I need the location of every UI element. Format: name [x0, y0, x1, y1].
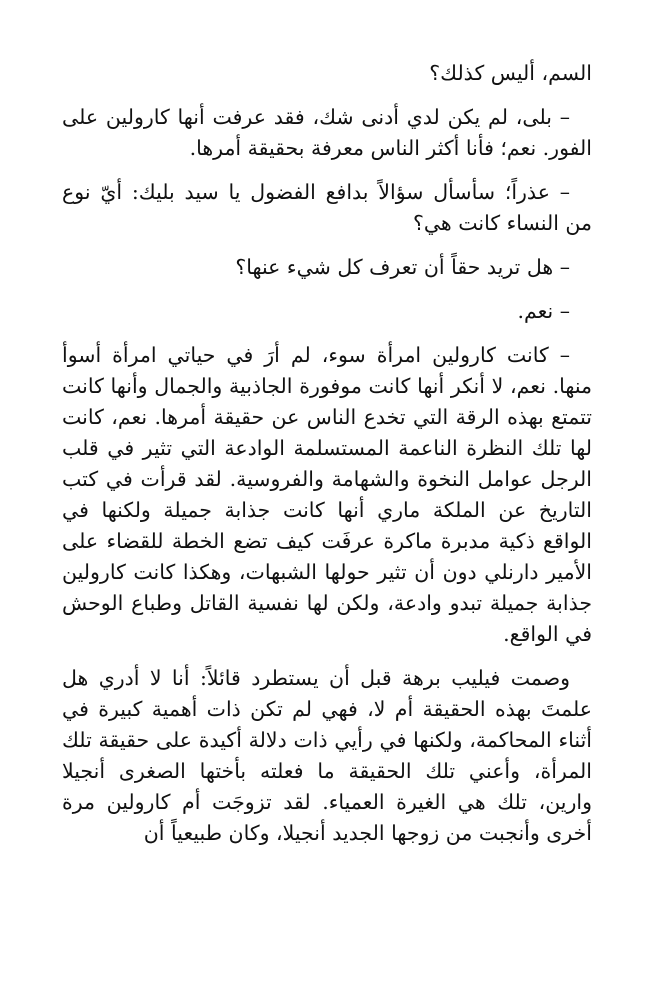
paragraph-7: وصمت فيليب برهة قبل أن يستطرد قائلاً: أنا لا أدري هل علمتَ بهذه الحقيقة أم لا، فهي لم تكن ذات أهمية كبيرة في أثناء المحاكمة، ولكنها في رأيي ذات دلالة أكيدة على حقيقة تلك المرأة، وأعني تلك الحقيقة ما فعلته بأختها الصغرى أنجيلا وارين، تلك هي الغيرة العمياء. لقد تزوجَت أم كارولين مرة أخرى وأنجبت من زوجها الجديد أنجيلا، وكان طبيعياً أن	[62, 666, 592, 845]
book-page	[62, 58, 592, 998]
paragraph-1: السم، أليس كذلك؟	[429, 61, 592, 85]
paragraph-2: – بلى، لم يكن لدي أدنى شك، فقد عرفت أنها كارولين على الفور. نعم؛ فأنا أكثر الناس معرفة بحقيقة أمرها.	[62, 105, 592, 160]
paragraph-6: – كانت كارولين امرأة سوء، لم أرَ في حياتي امرأة أسوأ منها. نعم، لا أنكر أنها كانت موفورة الجاذبية والجمال وأنها كانت تتمتع بهذه الرقة التي تخدع الناس عن حقيقة أمرها. نعم، كانت لها تلك النظرة الناعمة المستسلمة الوادعة التي تثير في قلب الرجل عوامل النخوة والشهامة والفروسية. لقد قرأت في كتب التاريخ عن الملكة ماري أنها كانت جذابة جميلة ولكنها في الواقع ذكية مدبرة ماكرة عرفَت كيف تضع الخطة للقضاء على الأمير دارنلي دون أن تثير حولها الشبهات، وهكذا كانت كارولين جذابة جميلة تبدو وادعة، ولكن لها نفسية القاتل وطباع الوحش في الواقع.	[62, 343, 592, 646]
paragraph-5: – نعم.	[517, 299, 570, 323]
paragraph-4: – هل تريد حقاً أن تعرف كل شيء عنها؟	[235, 255, 570, 279]
paragraph-3: – عذراً؛ سأسأل سؤالاً بدافع الفضول يا سيد بليك: أيّ نوع من النساء كانت هي؟	[62, 180, 592, 235]
